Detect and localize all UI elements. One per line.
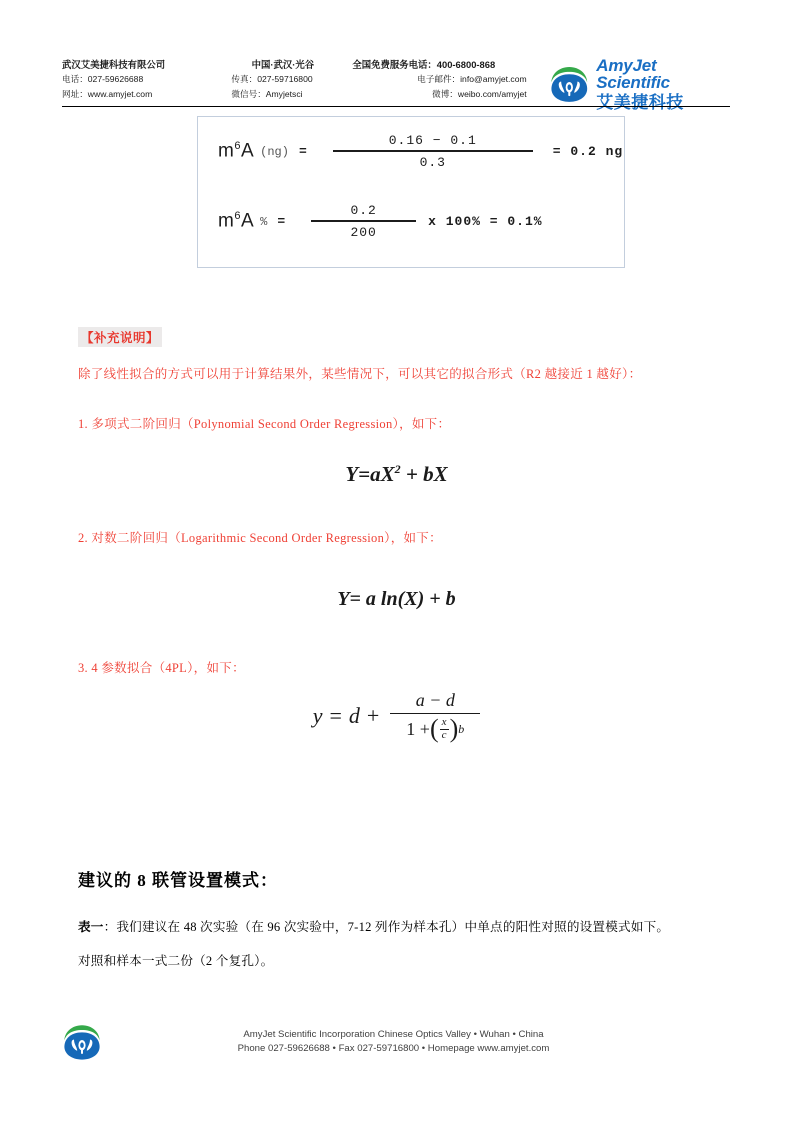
supplement-title: 【补充说明】 — [78, 327, 162, 347]
poly-exponent: 2 — [394, 462, 401, 476]
company-phone: 电话：027-59626688 — [62, 74, 144, 85]
fourpl-den-one: 1 + — [406, 718, 430, 739]
fraction-numerator-1: 0.16 − 0.1 — [388, 133, 477, 148]
formula-fraction-2 — [311, 203, 416, 240]
poly-coef-b: b — [423, 462, 434, 486]
fourpl-numerator: a − d — [415, 690, 455, 710]
section-paragraph-1 — [78, 916, 669, 935]
poly-equals: = — [358, 462, 371, 486]
poly-lhs: Y — [345, 462, 359, 486]
section-paragraph-2: 对照和样本一式二份（2 个复孔）。 — [78, 954, 274, 968]
brand-name-cn: 艾美捷科技 — [596, 93, 684, 112]
fourpl-inner-num: x — [441, 716, 447, 728]
poly-var-x2: X — [433, 462, 448, 486]
fraction-numerator-2: 0.2 — [350, 203, 377, 218]
fourpl-plus: + — [366, 702, 380, 728]
company-name: 武汉艾美捷科技有限公司 — [62, 59, 166, 70]
poly-var-x: X — [380, 462, 395, 486]
supplement-intro: 除了线性拟合的方式可以用于计算结果外，某些情况下，可以其它的拟合形式（R2 越接近 1 越好）： — [78, 367, 642, 381]
company-fax: 传真：027-59716800 — [231, 74, 313, 85]
page-header — [62, 56, 730, 112]
formula-m6a-percent — [218, 203, 543, 240]
formula-polynomial — [0, 462, 793, 487]
section-heading-8-tube: 建议的 8 联管设置模式： — [78, 871, 278, 890]
fourpl-paren-open: ( — [429, 713, 439, 743]
supplement-item-2: 2. 对数二阶回归（Logarithmic Second Order Regression），如下： — [78, 531, 442, 545]
header-contact-column — [352, 57, 526, 103]
section-paragraph-1-text: ：我们建议在 48 次实验（在 96 次实验中，7-12 列作为样本孔）中单点的阳性对照的设置模式如下。 — [103, 920, 670, 934]
fourpl-denominator — [398, 714, 472, 741]
formula-m6a-ng — [218, 133, 623, 170]
fourpl-fraction — [390, 690, 480, 741]
company-website: 网址：www.amyjet.com — [62, 89, 153, 100]
formula-equals-2: = — [277, 214, 286, 229]
company-email: 电子邮件：info@amyjet.com — [417, 74, 527, 85]
formula-label-m6a-ng: $m^6A$ — [218, 140, 255, 162]
formula-result-2: x 100% = 0.1% — [428, 214, 543, 229]
fourpl-exponent-b: b — [458, 721, 465, 736]
brand-text — [596, 57, 730, 111]
footer-line-1: AmyJet Scientific Incorporation Chinese Optics Valley • Wuhan • China — [243, 1029, 544, 1040]
header-company-column — [62, 57, 231, 103]
amyjet-footer-logo-icon — [62, 1022, 102, 1062]
supplement-item-3: 3. 4 参数拟合（4PL），如下： — [78, 661, 245, 675]
poly-coef-a: a — [370, 462, 381, 486]
formula-result-1: = 0.2 ng — [552, 144, 624, 159]
fourpl-inner-fraction — [440, 717, 449, 741]
header-location-column — [231, 57, 352, 103]
fourpl-d: d — [348, 702, 360, 728]
formula-4pl-expression — [313, 690, 481, 741]
supplement-item-1: 1. 多项式二阶回归（Polynomial Second Order Regression），如下： — [78, 417, 451, 431]
fourpl-paren-close: ) — [449, 713, 459, 743]
fraction-denominator-2: 200 — [350, 225, 377, 240]
fourpl-inner-den: c — [441, 728, 447, 741]
formula-unit-ng: (ng) — [260, 144, 289, 159]
formula-logarithmic: Y= a ln(X) + b — [337, 588, 456, 610]
footer-contact-text — [102, 1028, 685, 1056]
formula-label-m6a-pct: $m^6A$ — [218, 210, 255, 232]
company-hotline: 全国免费服务电话：400-6800-868 — [352, 59, 496, 70]
formula-4pl — [0, 690, 793, 741]
brand-name-en: AmyJet Scientific — [596, 56, 670, 92]
calculation-formula-box — [197, 116, 625, 268]
company-wechat: 微信号：Amyjetsci — [231, 89, 303, 100]
header-brand — [549, 57, 730, 111]
poly-plus: + — [405, 462, 418, 486]
company-weibo: 微博：weibo.com/amyjet — [432, 89, 527, 100]
fraction-denominator-1: 0.3 — [419, 155, 446, 170]
formula-unit-percent: % — [260, 214, 268, 229]
header-divider — [62, 106, 730, 107]
company-location: 中国·武汉·光谷 — [251, 59, 315, 70]
formula-equals-1: = — [298, 144, 307, 159]
fourpl-equals: = — [329, 702, 342, 728]
formula-fraction-1 — [333, 133, 533, 170]
table-ref-label: 表一 — [78, 920, 104, 934]
amyjet-logo-icon — [549, 63, 590, 105]
footer-line-2: Phone 027-59626688 • Fax 027-59716800 • Homepage www.amyjet.com — [237, 1043, 550, 1054]
fourpl-y: y — [312, 702, 323, 728]
page-footer — [62, 1022, 730, 1062]
